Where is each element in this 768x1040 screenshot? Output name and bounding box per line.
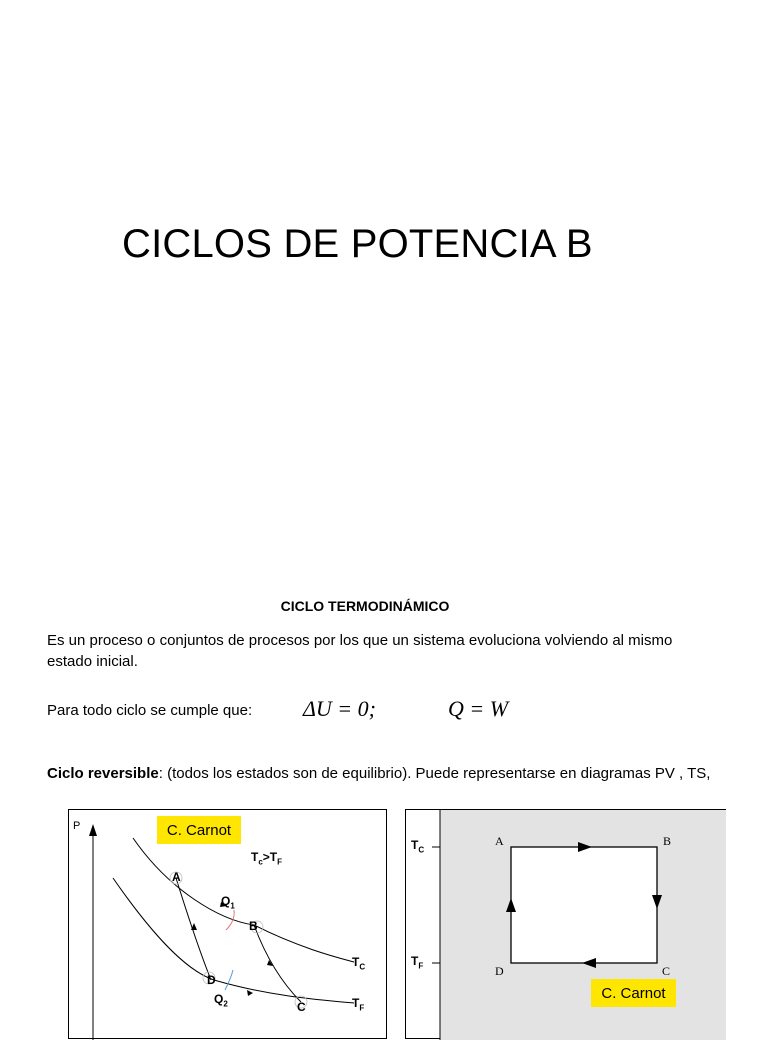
pv-point-b-label: B xyxy=(249,919,258,933)
pv-point-a-label: A xyxy=(172,870,181,884)
ts-point-a-label: A xyxy=(495,834,504,848)
pv-arrow-cd-icon xyxy=(247,990,253,996)
equation-internal-energy: ΔU = 0; xyxy=(303,696,376,721)
ts-point-b-label: B xyxy=(663,834,672,848)
ts-diagram xyxy=(405,809,726,1039)
pv-axis-label: P xyxy=(73,820,81,832)
pv-axis-arrow-icon xyxy=(89,824,97,836)
ts-point-d-label: D xyxy=(495,964,504,978)
pv-temperature-condition: $T_c>T_F$ xyxy=(251,850,283,867)
reversible-term: Ciclo reversible xyxy=(47,765,159,782)
pv-point-c-label: C xyxy=(297,1000,306,1014)
ts-point-c-label: C xyxy=(662,964,671,978)
ts-carnot-badge: C. Carnot xyxy=(591,979,676,1007)
slide-title: CICLOS DE POTENCIA B xyxy=(122,222,593,266)
pv-q2-label: $Q_2$ xyxy=(214,992,228,1009)
pv-isotherm-tc xyxy=(133,838,354,962)
q1-arrow-icon xyxy=(226,910,234,930)
reversible-description: : (todos los estados son de equilibrio). Puede representarse en diagramas PV , TS, xyxy=(158,765,711,782)
pv-diagram-graphic xyxy=(69,810,388,1040)
ts-tc-label: $T_C$ xyxy=(411,838,425,855)
ts-cycle-rectangle xyxy=(511,847,657,963)
ts-diagram-graphic xyxy=(406,810,727,1040)
pv-tf-label: $T_F$ xyxy=(352,996,365,1013)
ts-tf-label: $T_F$ xyxy=(411,954,424,971)
pv-diagram xyxy=(68,809,387,1039)
equation-heat-work: Q = W xyxy=(448,696,509,721)
section-heading: CICLO TERMODINÁMICO xyxy=(280,598,450,614)
cycle-rule-text: Para todo ciclo se cumple que: xyxy=(47,702,253,719)
q2-arrow-icon xyxy=(225,970,233,990)
pv-q1-label: $Q_1$ xyxy=(221,894,235,911)
pv-point-d-label: D xyxy=(207,973,216,987)
pv-tc-label: $T_C$ xyxy=(352,955,366,972)
definition-paragraph: Es un proceso o conjuntos de procesos por los que un sistema evoluciona volviendo al mismo estado inicial. xyxy=(47,632,673,670)
pv-carnot-badge: C. Carnot xyxy=(157,816,241,844)
reversible-cycle-line xyxy=(47,765,710,782)
